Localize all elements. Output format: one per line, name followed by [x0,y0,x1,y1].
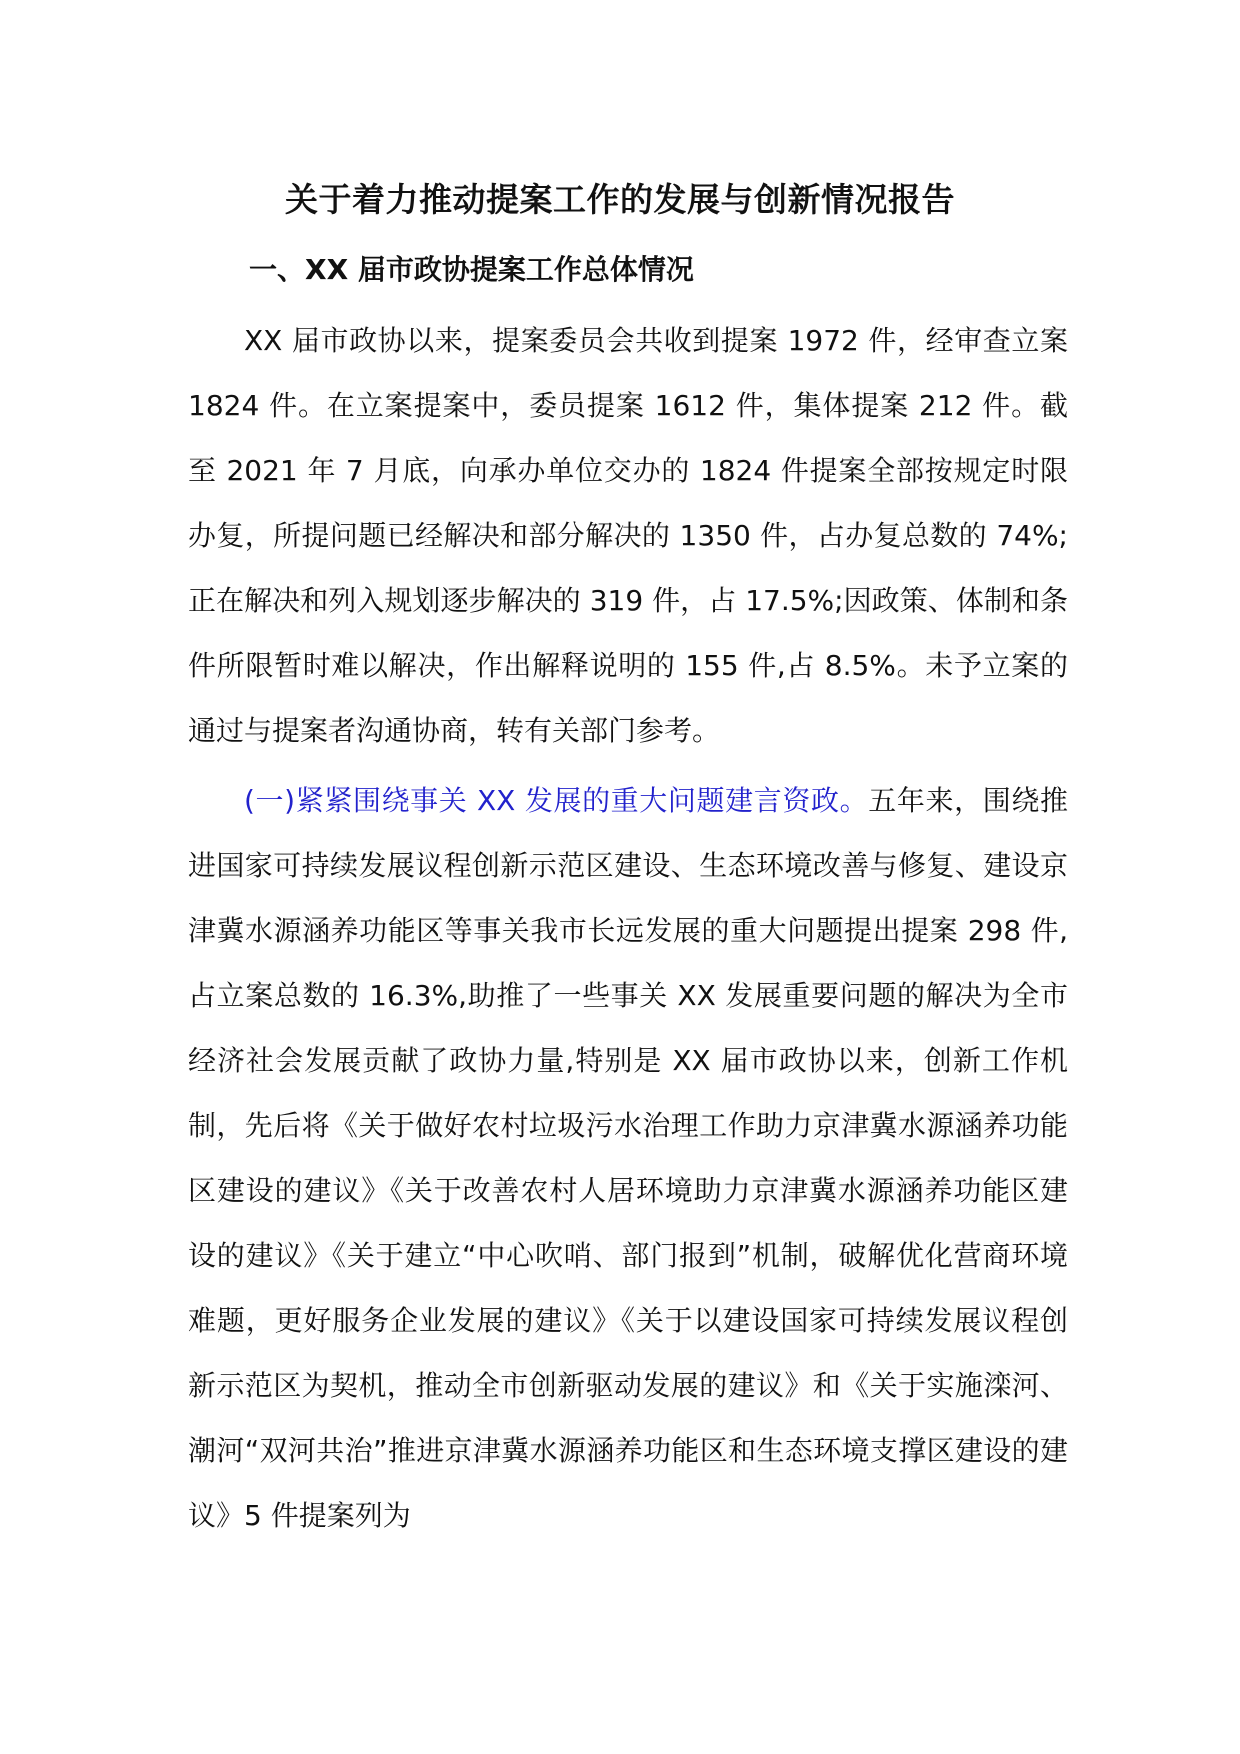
paragraph-major-issues-text: 五年来，围绕推进国家可持续发展议程创新示范区建设、生态环境改善与修复、建设京津冀水源涵养功能区等事关我市长远发展的重大问题提出提案 298 件,占立案总数的 16.3%,助推了一些事关 XX 发展重要问题的解决为全市经济社会发展贡献了政协力量,特别是 XX 届市政协以来，创新工作机制，先后将《关于做好农村垃圾污水治理工作助力京津冀水源涵养功能区建设的建议》《关于改善农村人居环境助力京津冀水源涵养功能区建设的建议》《关于建立“中心吹哨、部门报到”机制，破解优化营商环境难题，更好服务企业发展的建议》《关于以建设国家可持续发展议程创新示范区为契机，推动全市创新驱动发展的建议》和《关于实施滦河、潮河“双河共治”推进京津冀水源涵养功能区和生态环境支撑区建设的建议》5 件提案列为 [188,784,1068,1532]
paragraph-lead-highlight: (一)紧紧围绕事关 XX 发展的重大问题建言资政。 [244,784,869,817]
paragraph-overview-text: XX 届市政协以来，提案委员会共收到提案 1972 件，经审查立案 1824 件。在立案提案中，委员提案 1612 件，集体提案 212 件。截至 2021 年 7 月底，向承办单位交办的 1824 件提案全部按规定时限办复，所提问题已经解决和部分解决的 1350 件，占办复总数的 74%;正在解决和列入规划逐步解决的 319 件，占 17.5%;因政策、体制和条件所限暂时难以解决，作出解释说明的 155 件,占 8.5%。未予立案的通过与提案者沟通协商，转有关部门参考。 [188,324,1068,747]
paragraph-major-issues [188,768,1068,1548]
section-heading: 一、XX 届市政协提案工作总体情况 [249,253,694,286]
paragraph-overview [188,308,1068,763]
document-title: 关于着力推动提案工作的发展与创新情况报告 [285,180,955,219]
